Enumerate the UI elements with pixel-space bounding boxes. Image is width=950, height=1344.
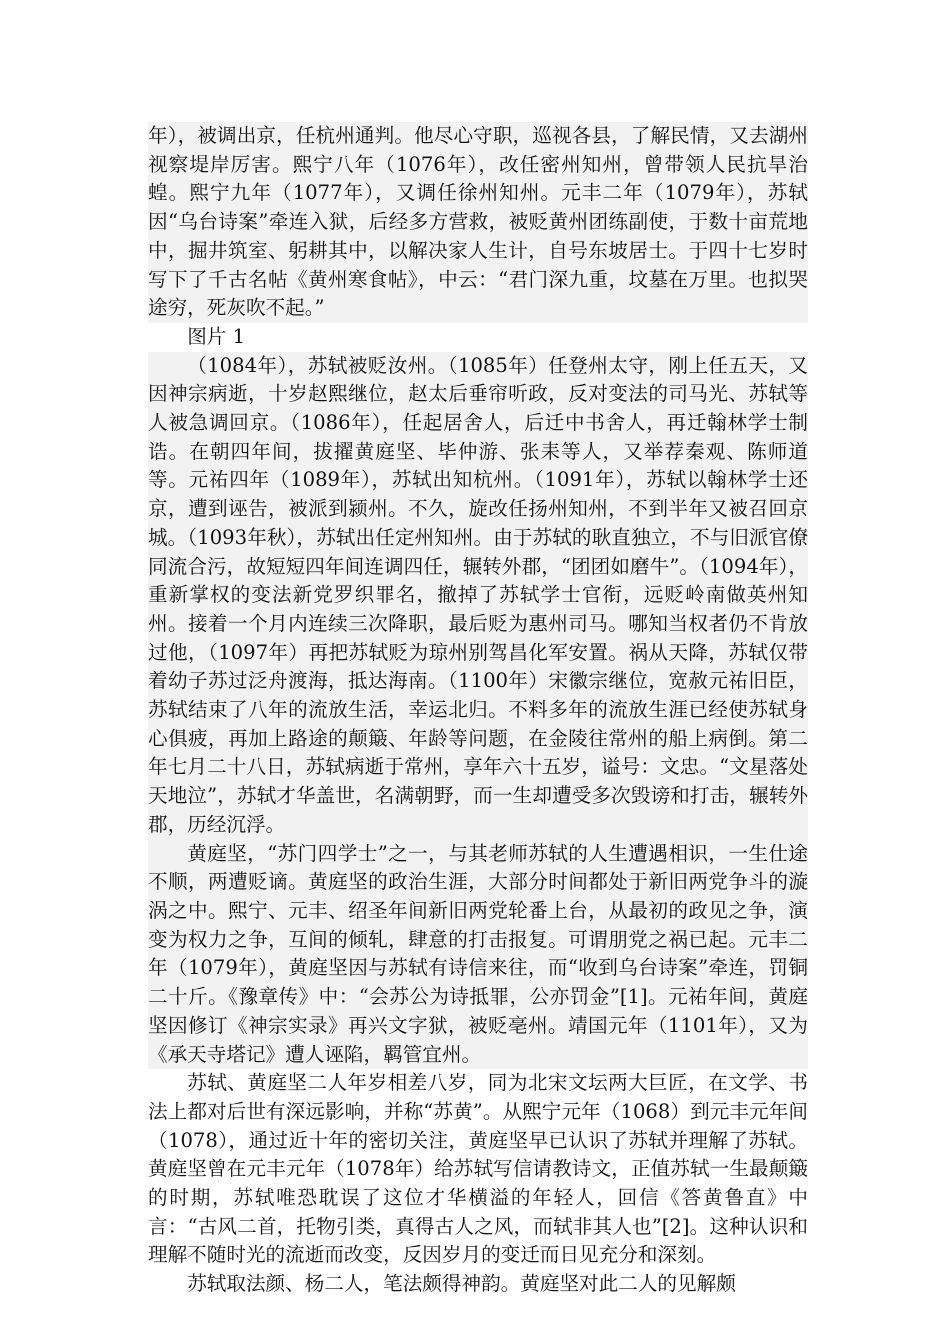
document-page [148, 122, 808, 1299]
paragraph-su-huang-relationship: 苏轼、黄庭坚二人年岁相差八岁，同为北宋文坛两大巨匠，在文学、书法上都对后世有深远影响，并称“苏黄”。从熙宁元年（1068）到元丰元年间（1078），通过近十年的密切关注，黄庭坚早已认识了苏轼并理解了苏轼。黄庭坚曾在元丰元年（1078年）给苏轼写信请教诗文，正值苏轼一生最颠簸的时期，苏轼唯恐耽误了这位才华横溢的年轻人，回信《答黄鲁直》中言：“古风二首，托物引类，真得古人之风，而轼非其人也”[2]。这种认识和理解不随时光的流逝而改变，反因岁月的变迁而日见充分和深刻。 [148, 1071, 808, 1267]
image-caption: 图片 1 [187, 324, 246, 348]
paragraph-su-shi-later-career: （1084年），苏轼被贬汝州。（1085年）任登州太守，刚上任五天，又因神宗病逝，十岁赵熙继位，赵太后垂帘听政，反对变法的司马光、苏轼等人被急调回京。（1086年），任起居舍人，后迁中书舍人，再迁翰林学士制诰。在朝四年间，拔擢黄庭坚、毕仲游、张耒等人，又举荐秦观、陈师道等。元祐四年（1089年），苏轼出知杭州。（1091年），苏轼以翰林学士还京，遭到诬告，被派到颍州。不久，旋改任扬州知州，不到半年又被召回京城。（1093年秋），苏轼出任定州知州。由于苏轼的耿直独立，不与旧派官僚同流合污，故短短四年间连调四任，辗转外郡，“团团如磨牛”。（1094年），重新掌权的变法新党罗织罪名，撤掉了苏轼学士官衔，远贬岭南做英州知州。接着一个月内连续三次降职，最后贬为惠州司马。哪知当权者仍不肯放过他，（1097年）再把苏轼贬为琼州别驾昌化军安置。祸从天降，苏轼仅带着幼子苏过泛舟渡海，抵达海南。（1100年）宋徽宗继位，宽赦元祐旧臣，苏轼结束了八年的流放生活，幸运北归。不料多年的流放生涯已经使苏轼身心俱疲，再加上路途的颠簸、年龄等问题，在金陵往常州的船上病倒。第二年七月二十八日，苏轼病逝于常州，享年六十五岁，谥号：文忠。“文星落处天地泣”，苏轼才华盖世，名满朝野，而一生却遭受多次毁谤和打击，辗转外郡，历经沉浮。 [148, 352, 808, 840]
paragraph-su-shi-early-career: 年），被调出京，任杭州通判。他尽心守职，巡视各县，了解民情，又去湖州视察堤岸厉害。熙宁八年（1076年），改任密州知州，曾带领人民抗旱治蝗。熙宁九年（1077年），又调任徐州知州。元丰二年（1079年），苏轼因“乌台诗案”牵连入狱，后经多方营救，被贬黄州团练副使，于数十亩荒地中，掘井筑室、躬耕其中，以解决家人生计，自号东坡居士。于四十七岁时写下了千古名帖《黄州寒食帖》，中云：“君门深九重，坟墓在万里。也拟哭途穷，死灰吹不起。” [148, 122, 808, 323]
paragraph-calligraphy-lineage: 苏轼取法颜、杨二人，笔法颇得神韵。黄庭坚对此二人的见解颇 [187, 1272, 736, 1296]
paragraph-huang-tingjian: 黄庭坚，“苏门四学士”之一，与其老师苏轼的人生遭遇相识，一生仕途不顺，两遭贬谪。黄庭坚的政治生涯，大部分时间都处于新旧两党争斗的漩涡之中。熙宁、元丰、绍圣年间新旧两党轮番上台，从最初的政见之争，演变为权力之争，互间的倾轧，肆意的打击报复。可谓朋党之祸已起。元丰二年（1079年），黄庭坚因与苏轼有诗信来往，而“收到乌台诗案”牵连，罚铜二十斤。《豫章传》中：“会苏公为诗抵罪，公亦罚金”[1]。元祐年间，黄庭坚因修订《神宗实录》再兴文字狱，被贬亳州。靖国元年（1101年），又为《承天寺塔记》遭人诬陷，羁管宜州。 [148, 840, 808, 1070]
